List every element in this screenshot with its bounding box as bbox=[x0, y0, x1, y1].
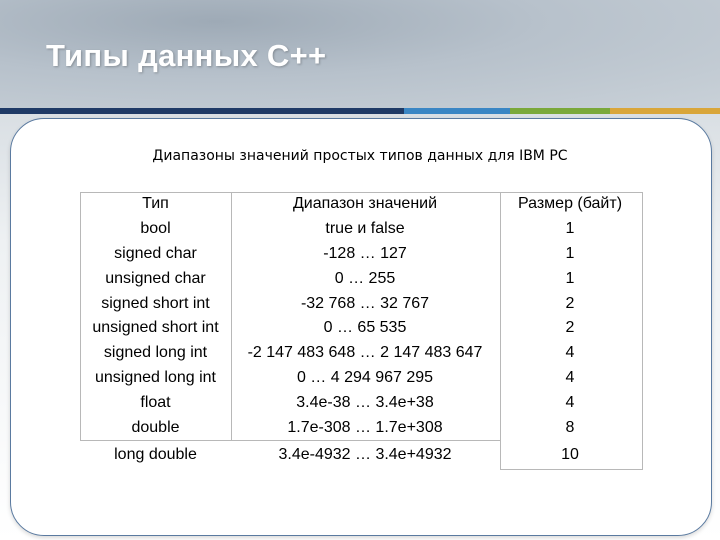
cell-range: -128 … 127 bbox=[323, 244, 407, 262]
table-row bbox=[80, 440, 641, 470]
accent-stripe-green bbox=[510, 108, 610, 114]
cell-size: 1 bbox=[565, 220, 575, 238]
cell-type: bool bbox=[140, 220, 171, 238]
header-type: Тип bbox=[142, 195, 169, 213]
table-row bbox=[80, 415, 641, 440]
cell-type: unsigned long int bbox=[95, 368, 216, 386]
accent-stripe-blue bbox=[404, 108, 510, 114]
cell-size: 8 bbox=[565, 418, 575, 436]
table-row bbox=[80, 291, 641, 316]
accent-stripe-gold bbox=[610, 108, 720, 114]
cell-size: 2 bbox=[565, 319, 575, 337]
table-row bbox=[80, 366, 641, 391]
data-types-table bbox=[80, 192, 641, 470]
table-row bbox=[80, 316, 641, 341]
cell-range: true и false bbox=[325, 220, 405, 238]
table-row bbox=[80, 341, 641, 366]
accent-stripe-navy bbox=[0, 108, 404, 114]
cell-type: unsigned short int bbox=[92, 319, 219, 337]
table-row bbox=[80, 390, 641, 415]
table-header-row bbox=[80, 192, 641, 217]
cell-type: signed short int bbox=[101, 294, 210, 312]
table-caption: Диапазоны значений простых типов данных для IBM PC bbox=[152, 148, 568, 164]
cell-type: float bbox=[140, 393, 171, 411]
slide-title: Типы данных С++ bbox=[46, 38, 327, 73]
cell-range: -32 768 … 32 767 bbox=[300, 294, 430, 312]
cell-range: 3.4e-4932 … 3.4e+4932 bbox=[278, 445, 452, 463]
cell-type: double bbox=[131, 418, 180, 436]
cell-size: 2 bbox=[565, 294, 575, 312]
cell-type: long double bbox=[114, 445, 197, 463]
cell-type: signed long int bbox=[103, 344, 208, 362]
header-range: Диапазон значений bbox=[292, 195, 438, 213]
cell-type: signed char bbox=[114, 244, 197, 262]
cell-range: -2 147 483 648 … 2 147 483 647 bbox=[247, 344, 483, 362]
table-row bbox=[80, 242, 641, 267]
cell-range: 0 … 4 294 967 295 bbox=[296, 368, 434, 386]
table-row bbox=[80, 266, 641, 291]
cell-range: 0 … 65 535 bbox=[323, 319, 407, 337]
cell-size: 1 bbox=[565, 244, 575, 262]
cell-size: 10 bbox=[561, 445, 579, 463]
table-row bbox=[80, 217, 641, 242]
cell-type: unsigned char bbox=[105, 269, 206, 287]
cell-range: 1.7e-308 … 1.7e+308 bbox=[287, 418, 443, 436]
cell-range: 3.4e-38 … 3.4e+38 bbox=[296, 393, 434, 411]
cell-size: 4 bbox=[565, 393, 575, 411]
cell-range: 0 … 255 bbox=[334, 269, 396, 287]
cell-size: 4 bbox=[565, 344, 575, 362]
cell-size: 1 bbox=[565, 269, 575, 287]
cell-size: 4 bbox=[565, 368, 575, 386]
header-size: Размер (байт) bbox=[517, 195, 623, 213]
